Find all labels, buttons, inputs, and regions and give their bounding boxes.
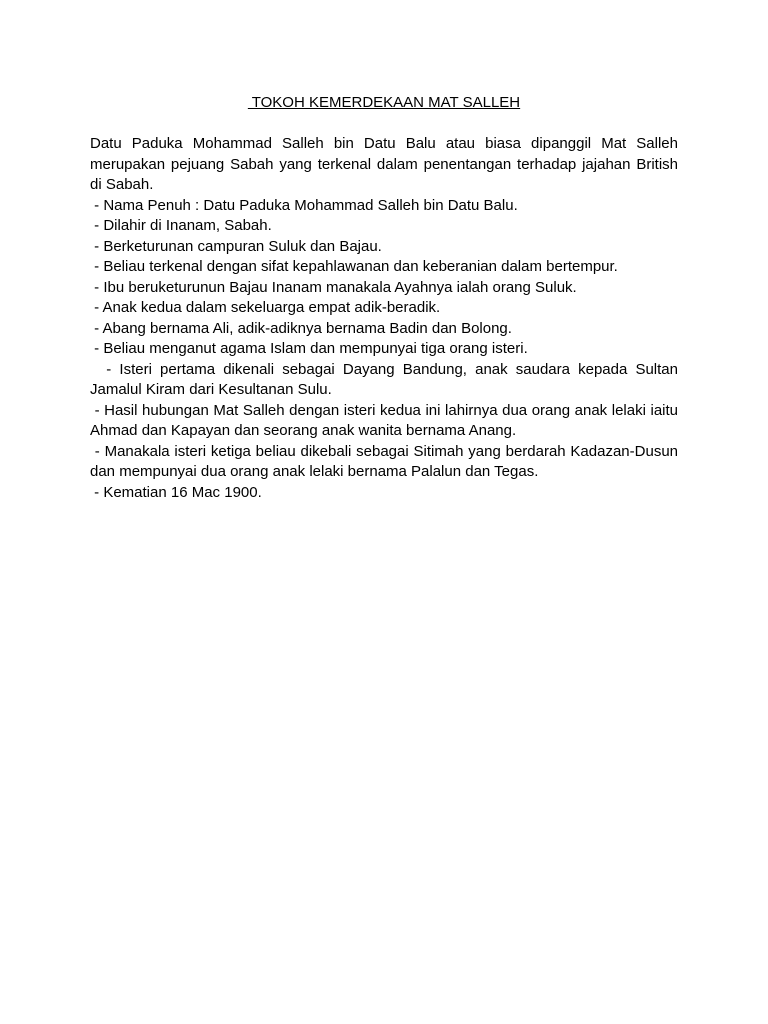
- list-item: - Ibu beruketurunun Bajau Inanam manakala Ayahnya ialah orang Suluk.: [90, 278, 577, 296]
- document-title: TOKOH KEMERDEKAAN MAT SALLEH: [247, 94, 521, 111]
- list-item: - Manakala isteri ketiga beliau dikebali sebagai Sitimah yang berdarah Kadazan-Dusun dan mempunyai dua orang anak lelaki bernama Palalun dan Tegas.: [90, 442, 683, 480]
- list-item: - Anak kedua dalam sekeluarga empat adik-beradik.: [90, 299, 441, 316]
- list-item: - Dilahir di Inanam, Sabah.: [90, 217, 272, 234]
- list-item: - Abang bernama Ali, adik-adiknya bernama Badin dan Bolong.: [90, 319, 512, 337]
- list-item: - Kematian 16 Mac 1900.: [90, 483, 262, 501]
- list-item: - Nama Penuh : Datu Paduka Mohammad Salleh bin Datu Balu.: [90, 196, 518, 214]
- list-item: - Isteri pertama dikenali sebagai Dayang Bandung, anak saudara kepada Sultan Jamalul Kiram dari Kesultanan Sulu.: [90, 360, 683, 398]
- list-item: - Beliau terkenal dengan sifat kepahlawanan dan keberanian dalam bertempur.: [90, 258, 618, 275]
- intro-paragraph: Datu Paduka Mohammad Salleh bin Datu Balu atau biasa dipanggil Mat Salleh merupakan pejuang Sabah yang terkenal dalam penentangan terhadap jajahan British di Sabah.: [90, 135, 683, 193]
- list-item: - Hasil hubungan Mat Salleh dengan isteri kedua ini lahirnya dua orang anak lelaki iaitu Ahmad dan Kapayan dan seorang anak wanita bernama Anang.: [90, 401, 682, 439]
- document-body: [90, 134, 683, 503]
- list-item: - Beliau menganut agama Islam dan mempunyai tiga orang isteri.: [90, 340, 528, 357]
- list-item: - Berketurunan campuran Suluk dan Bajau.: [90, 237, 382, 255]
